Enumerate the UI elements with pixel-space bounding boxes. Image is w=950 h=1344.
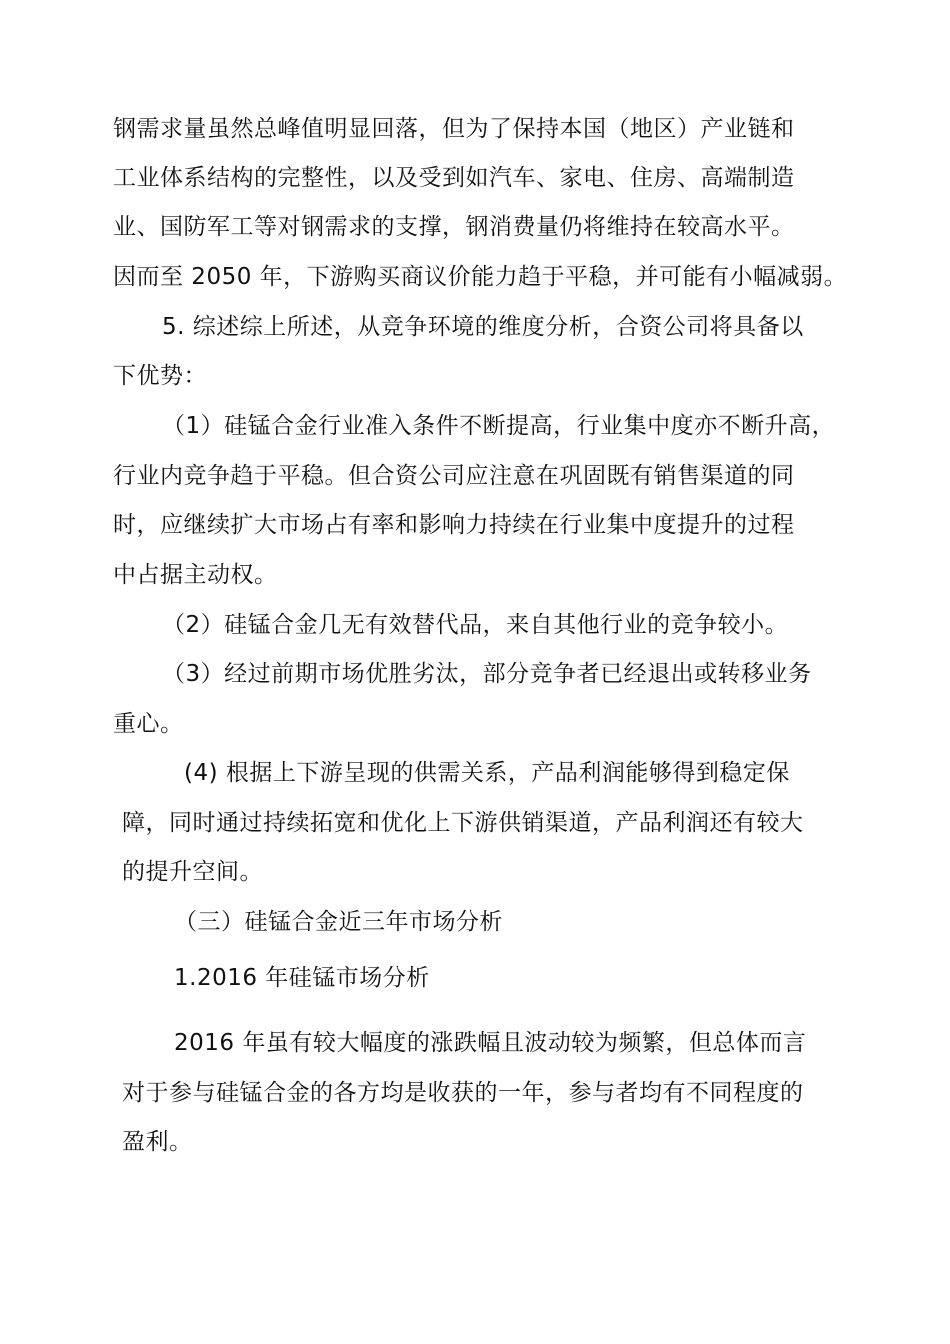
market-2016-line: 2016 年虽有较大幅度的涨跌幅且波动较为频繁，但总体而言: [174, 1030, 807, 1056]
market-2016-line: 盈利。: [122, 1129, 193, 1155]
advantage-1-line: 时，应继续扩大市场占有率和影响力持续在行业集中度提升的过程: [113, 512, 795, 538]
paragraph-line: 钢需求量虽然总峰值明显回落，但为了保持本国（地区）产业链和: [113, 116, 795, 142]
paragraph-line: 因而至 2050 年，下游购买商议价能力趋于平稳，并可能有小幅减弱。: [113, 264, 848, 290]
subsection-heading: 1.2016 年硅锰市场分析: [174, 965, 430, 991]
advantage-4-line: 的提升空间。: [122, 859, 263, 885]
advantage-1-line: 行业内竞争趋于平稳。但合资公司应注意在巩固既有销售渠道的同: [113, 463, 795, 489]
advantage-2-line: （2）硅锰合金几无有效替代品，来自其他行业的竞争较小。: [162, 612, 789, 638]
advantage-3-line: （3）经过前期市场优胜劣汰，部分竞争者已经退出或转移业务: [162, 661, 812, 687]
advantage-4-line: (4) 根据上下游呈现的供需关系，产品利润能够得到稳定保: [184, 760, 790, 786]
advantage-1-line: （1）硅锰合金行业准入条件不断提高，行业集中度亦不断升高，: [162, 413, 836, 439]
market-2016-line: 对于参与硅锰合金的各方均是收获的一年，参与者均有不同程度的: [122, 1080, 804, 1106]
section-heading: （三）硅锰合金近三年市场分析: [174, 909, 503, 935]
advantage-4-line: 障，同时通过持续拓宽和优化上下游供销渠道，产品利润还有较大: [122, 810, 804, 836]
advantage-3-line: 重心。: [113, 711, 184, 737]
section-5-line: 下优势：: [113, 363, 207, 389]
section-5-line: 5. 综述综上所述，从竞争环境的维度分析，合资公司将具备以: [162, 314, 804, 340]
paragraph-line: 工业体系结构的完整性，以及受到如汽车、家电、住房、高端制造: [113, 165, 795, 191]
paragraph-line: 业、国防军工等对钢需求的支撑，钢消费量仍将维持在较高水平。: [113, 214, 795, 240]
advantage-1-line: 中占据主动权。: [113, 562, 278, 588]
